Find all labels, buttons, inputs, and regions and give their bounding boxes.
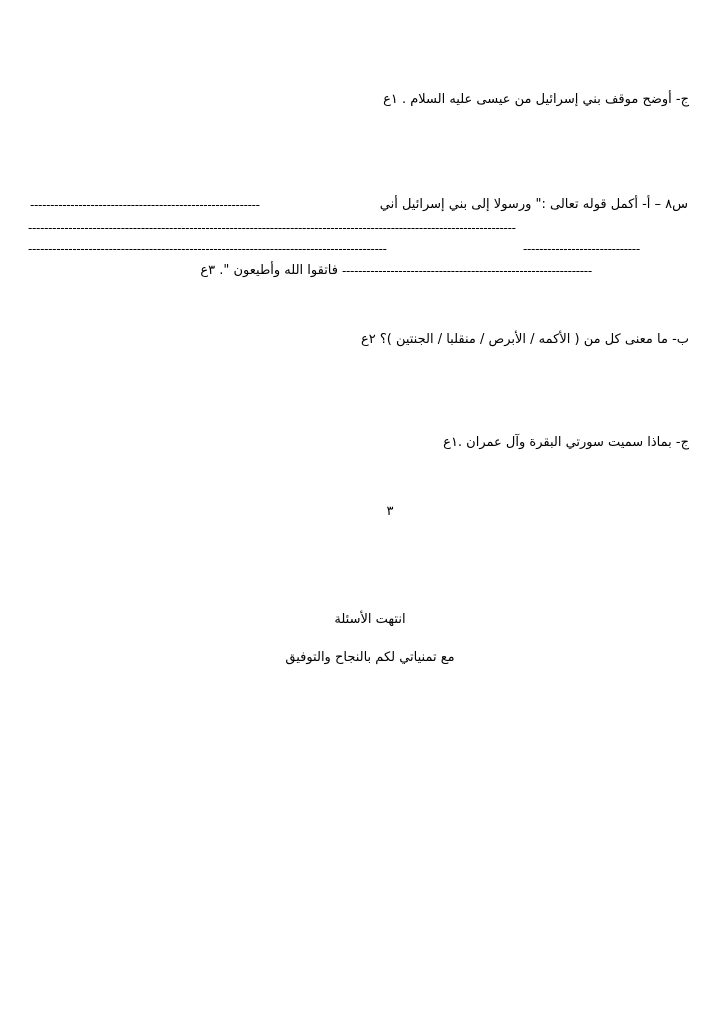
question-8b: ب- ما معنى كل من ( الأكمه / الأبرص / منقلبا / الجنتين )؟ ٢ع bbox=[360, 332, 689, 347]
closing-line-2: مع تمنياتي لكم بالنجاح والتوفيق bbox=[285, 650, 455, 665]
answer-blank-line-3a: ----------------------------------------------------------------------------------------- bbox=[28, 242, 387, 256]
answer-blank-line-1: --------------------------------------------------------- bbox=[30, 198, 260, 212]
question-8c: ج- بماذا سميت سورتي البقرة وآل عمران .١ع bbox=[443, 435, 689, 450]
question-8a-prompt: س٨ – أ- أكمل قوله تعالى :" ورسولا إلى بني إسرائيل أني bbox=[379, 197, 688, 212]
closing-line-1: انتهت الأسئلة bbox=[334, 612, 406, 627]
question-8a-end: فاتقوا الله وأطيعون ". ٣ع bbox=[200, 263, 338, 278]
answer-blank-line-3b: ----------------------------- bbox=[523, 242, 640, 256]
answer-blank-line-2: ------------------------------------------------------------------------------------------------------------------------- bbox=[28, 221, 516, 235]
question-c-bani-israel: ج- أوضح موقف بني إسرائيل من عيسى عليه السلام . ١ع bbox=[383, 92, 689, 107]
page-number: ٣ bbox=[386, 504, 394, 519]
answer-blank-line-4: -------------------------------------------------------------- bbox=[342, 264, 592, 278]
